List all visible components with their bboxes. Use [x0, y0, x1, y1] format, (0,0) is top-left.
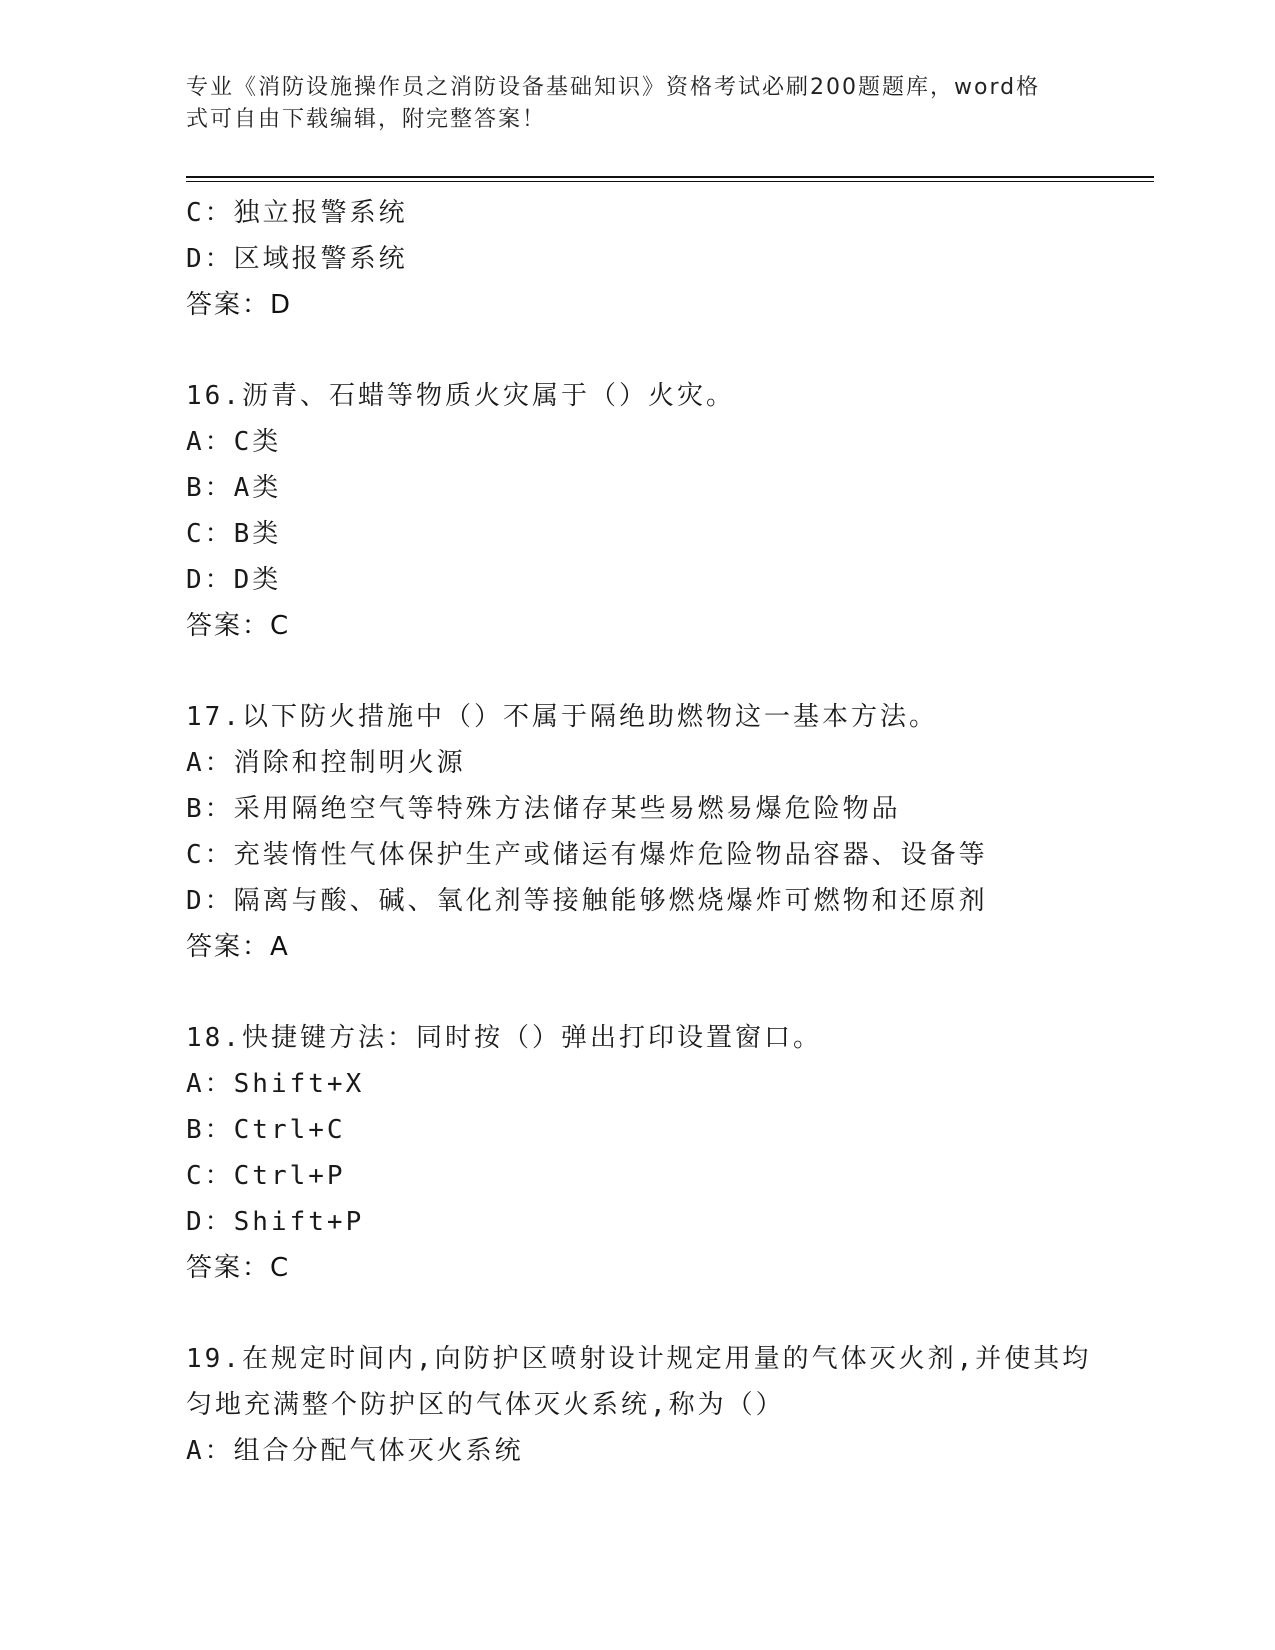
spacer: [186, 328, 1086, 373]
option-b: B：A类: [186, 473, 282, 503]
option-a: A：Shift+X: [186, 1069, 365, 1099]
option-a: A：C类: [186, 427, 282, 457]
question-stem: 18.快捷键方法：同时按（）弹出打印设置窗口。: [186, 1023, 822, 1053]
option-b: B：Ctrl+C: [186, 1115, 346, 1145]
header-divider-thick: [186, 176, 1154, 178]
question-15-tail: [186, 190, 1086, 328]
question-stem-line-1: 19.在规定时间内,向防护区喷射设计规定用量的气体灭火剂,并使其均: [186, 1344, 1092, 1374]
option-d: D：区域报警系统: [186, 244, 408, 274]
option-a: A：组合分配气体灭火系统: [186, 1436, 524, 1466]
option-c: C：B类: [186, 519, 282, 549]
spacer: [186, 649, 1086, 694]
option-c: C：充装惰性气体保护生产或储运有爆炸危险物品容器、设备等: [186, 840, 988, 870]
question-list: [186, 190, 1092, 1474]
option-d: D：D类: [186, 565, 282, 595]
answer: 答案：D: [186, 290, 293, 320]
option-d: D：Shift+P: [186, 1207, 365, 1237]
header-line-1: 专业《消防设施操作员之消防设备基础知识》资格考试必刷200题题库，word格: [186, 75, 1041, 100]
question-16: [186, 373, 1086, 649]
question-stem: 16.沥青、石蜡等物质火灾属于（）火灾。: [186, 381, 735, 411]
question-stem-line-2: 匀地充满整个防护区的气体灭火系统,称为（）: [186, 1390, 785, 1420]
spacer: [186, 970, 1086, 1015]
question-19: [186, 1336, 1092, 1474]
option-c: C：Ctrl+P: [186, 1161, 346, 1191]
document-header: [186, 72, 1066, 136]
answer: 答案：A: [186, 932, 290, 962]
question-stem: 17.以下防火措施中（）不属于隔绝助燃物这一基本方法。: [186, 702, 938, 732]
answer: 答案：C: [186, 611, 291, 641]
option-a: A：消除和控制明火源: [186, 748, 466, 778]
header-divider-thin: [186, 181, 1154, 182]
spacer: [186, 1291, 1086, 1336]
header-line-2: 式可自由下载编辑，附完整答案！: [186, 107, 547, 132]
option-b: B：采用隔绝空气等特殊方法储存某些易燃易爆危险物品: [186, 794, 901, 824]
option-d: D：隔离与酸、碱、氧化剂等接触能够燃烧爆炸可燃物和还原剂: [186, 886, 988, 916]
answer: 答案：C: [186, 1253, 291, 1283]
question-17: [186, 694, 1086, 970]
question-18: [186, 1015, 1086, 1291]
option-c: C：独立报警系统: [186, 198, 408, 228]
